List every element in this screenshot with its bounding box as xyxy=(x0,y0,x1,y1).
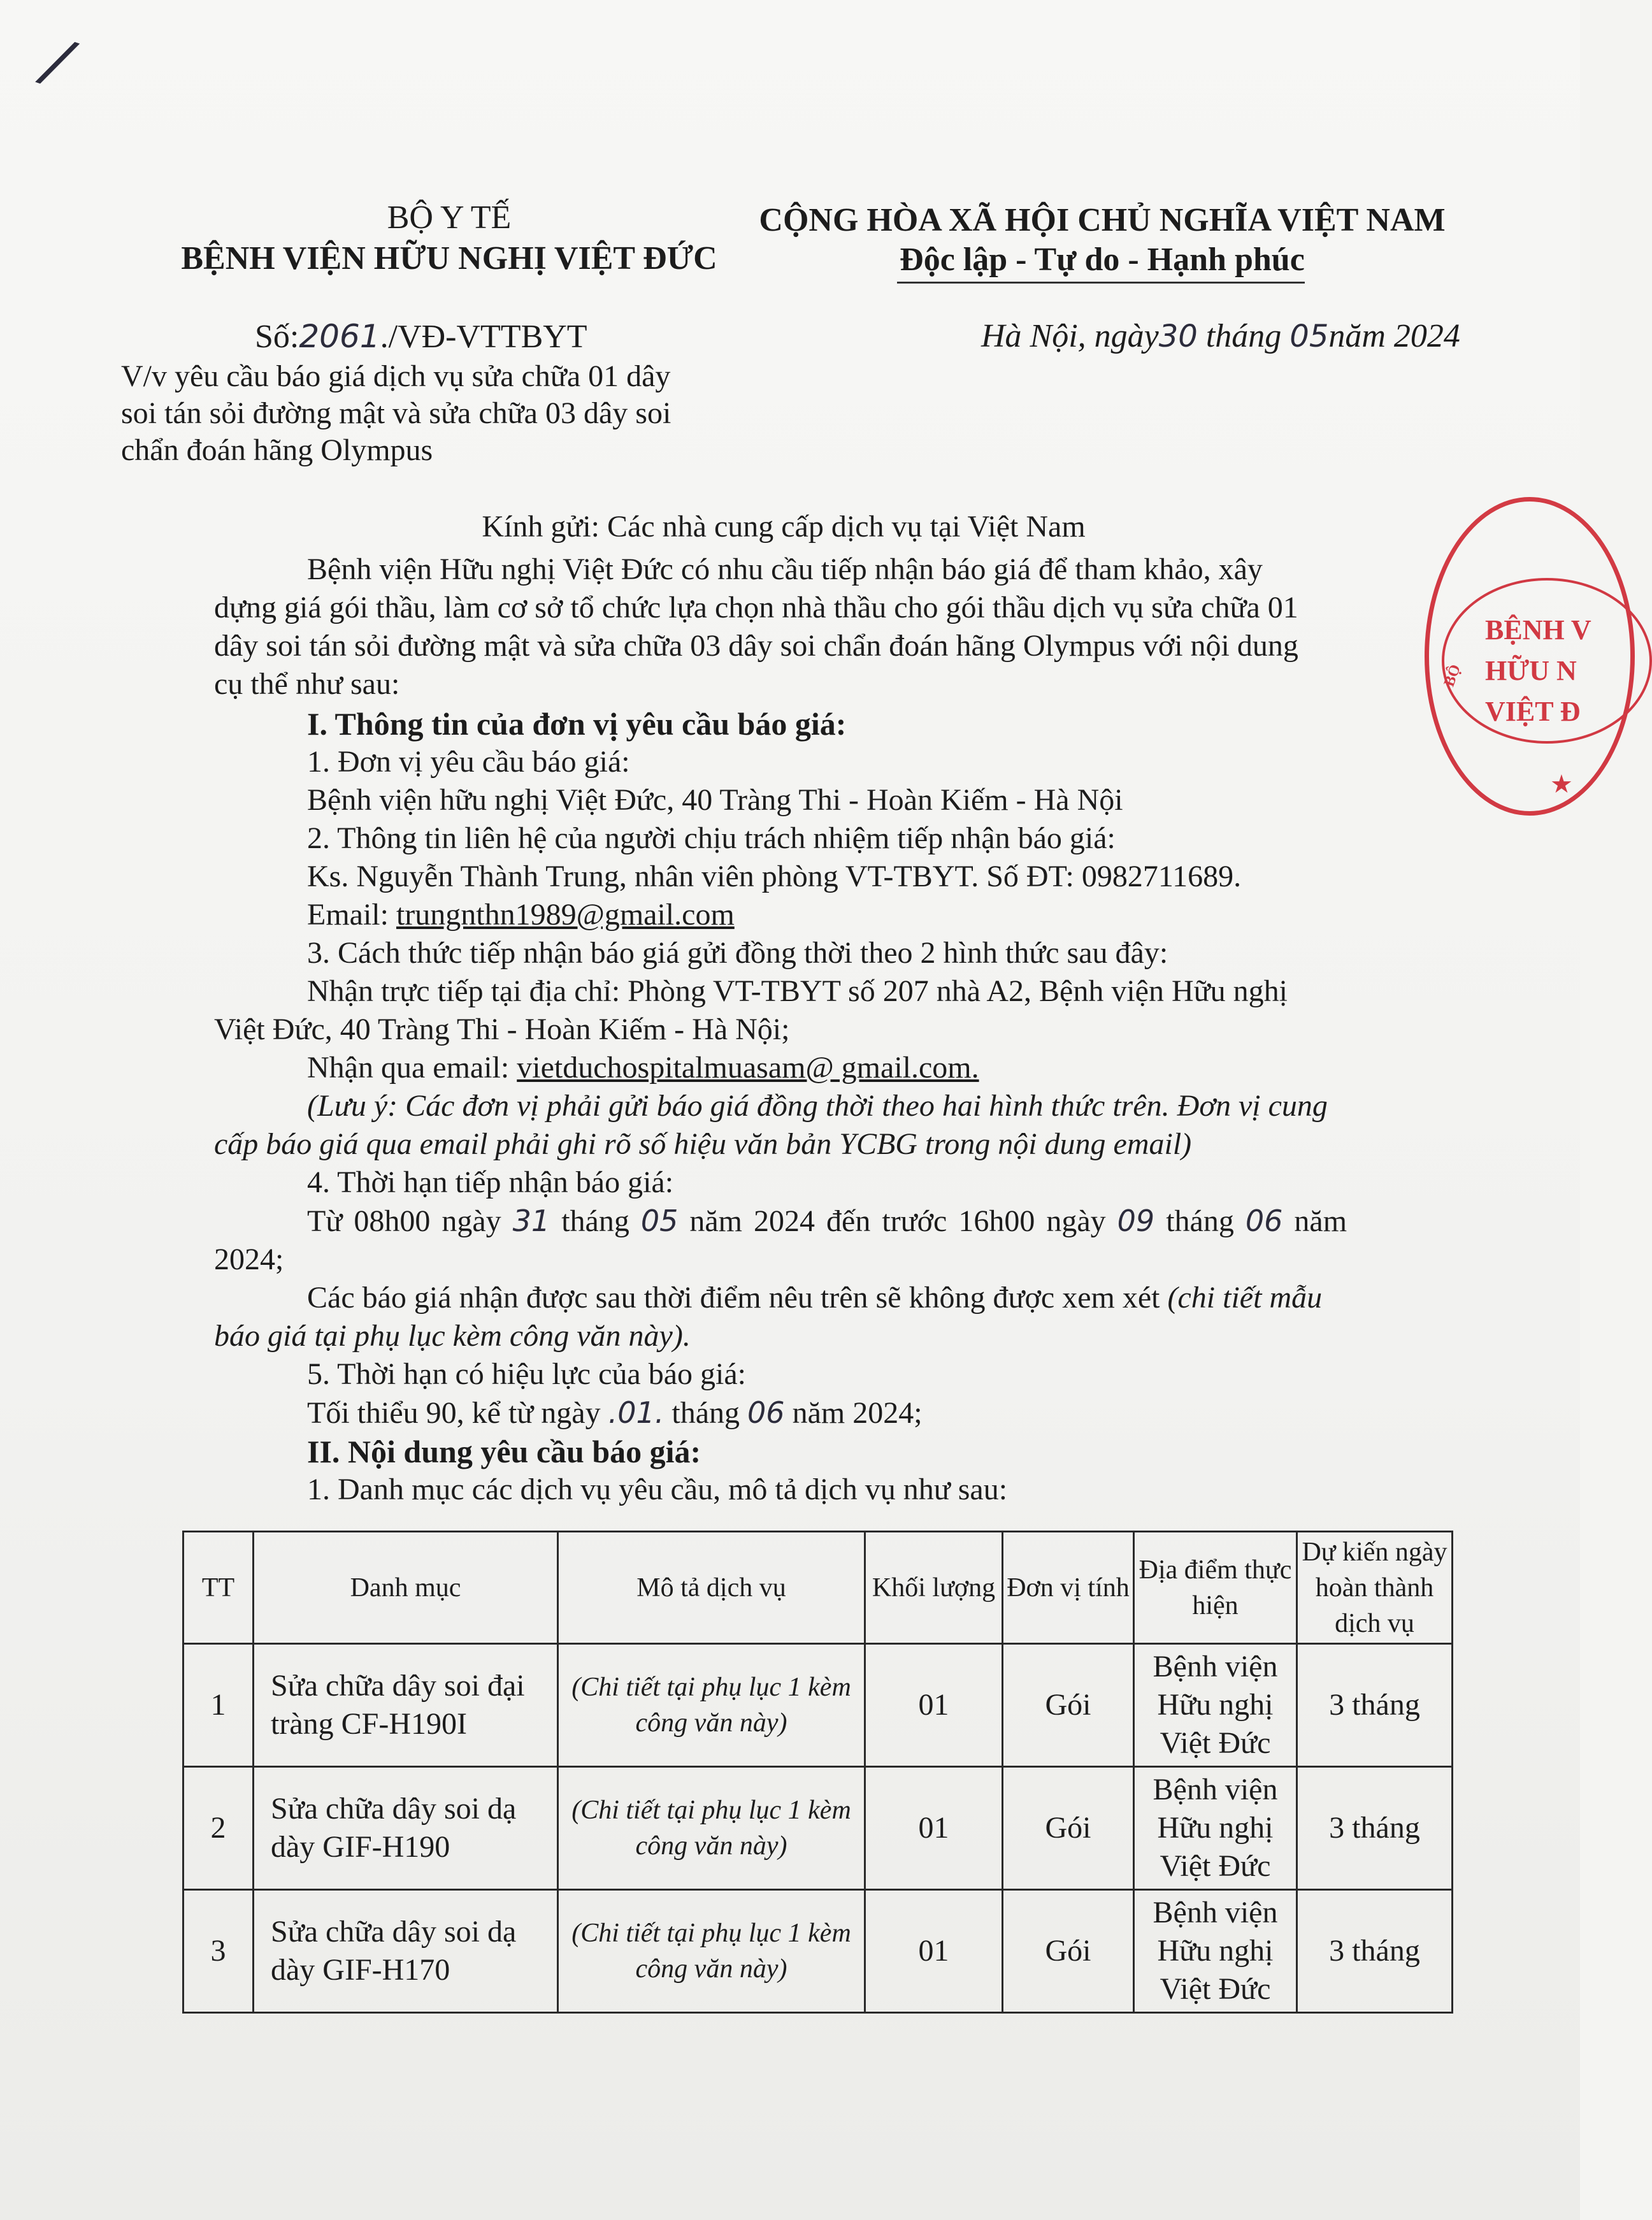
validity-row xyxy=(214,1394,1437,1432)
cell-place: Bệnh viện Hữu nghị Việt Đức xyxy=(1134,1644,1297,1767)
table-row xyxy=(183,1890,1453,2013)
seal-line-2: HỮU N xyxy=(1485,655,1577,686)
cell-time: 3 tháng xyxy=(1297,1767,1453,1890)
col-header-tt: TT xyxy=(183,1532,254,1644)
late-submission-text: Các báo giá nhận được sau thời điểm nêu trên sẽ không được xem xét xyxy=(307,1281,1168,1315)
cell-tt: 2 xyxy=(183,1767,254,1890)
seal-star-icon: ★ xyxy=(1550,770,1573,798)
cell-time: 3 tháng xyxy=(1297,1890,1453,2013)
section-2-heading: II. Nội dung yêu cầu báo giá: xyxy=(307,1434,701,1469)
cell-name: Sửa chữa dây soi dạ dày GIF-H190 xyxy=(254,1767,558,1890)
service-table xyxy=(182,1531,1453,2014)
hospital-name: BỆNH VIỆN HỮU NGHỊ VIỆT ĐỨC xyxy=(181,240,717,277)
date-month: 05 xyxy=(1289,319,1329,354)
intro-line: Bệnh viện Hữu nghị Việt Đức có nhu cầu tiếp nhận báo giá để tham khảo, xây xyxy=(307,552,1263,586)
col-header-desc: Mô tả dịch vụ xyxy=(558,1532,865,1644)
ministry-name: BỘ Y TẾ xyxy=(387,199,512,236)
col-header-qty: Khối lượng xyxy=(865,1532,1003,1644)
cell-desc: (Chi tiết tại phụ lục 1 kèm công văn này) xyxy=(558,1644,865,1767)
receipt-day-start: 31 xyxy=(512,1204,550,1238)
date-month-label: tháng xyxy=(1205,318,1282,354)
cell-qty: 01 xyxy=(865,1890,1003,2013)
contact-email-link[interactable]: trungnthn1989@gmail.com xyxy=(396,898,735,932)
receipt-period-row xyxy=(214,1202,1437,1241)
table-row xyxy=(183,1767,1453,1890)
republic-name: CỘNG HÒA XÃ HỘI CHỦ NGHĨA VIỆT NAM xyxy=(759,202,1446,238)
table-header-row xyxy=(183,1532,1453,1644)
salutation: Kính gửi: Các nhà cung cấp dịch vụ tại Việt Nam xyxy=(482,510,1086,544)
cell-time: 3 tháng xyxy=(1297,1644,1453,1767)
subject-block xyxy=(121,358,758,469)
section-1-item2-label: 2. Thông tin liên hệ của người chịu trách nhiệm tiếp nhận báo giá: xyxy=(307,821,1116,855)
subject-line: soi tán sỏi đường mật và sửa chữa 03 dây soi xyxy=(121,396,672,430)
date-year: năm 2024 xyxy=(1328,318,1460,354)
section-1-item1-value: Bệnh viện hữu nghị Việt Đức, 40 Tràng Thi - Hoàn Kiếm - Hà Nội xyxy=(307,783,1123,817)
cell-unit: Gói xyxy=(1003,1767,1134,1890)
note-line: (Lưu ý: Các đơn vị phải gửi báo giá đồng thời theo hai hình thức trên. Đơn vị cung xyxy=(307,1089,1328,1123)
motto-underline xyxy=(897,282,1305,284)
intro-paragraph xyxy=(214,551,1425,703)
validity-day: .01. xyxy=(608,1395,664,1430)
note-line: cấp báo giá qua email phải ghi rõ số hiệu văn bản YCBG trong nội dung email) xyxy=(214,1127,1192,1161)
col-header-time: Dự kiến ngày hoàn thành dịch vụ xyxy=(1297,1532,1453,1644)
subject-line: V/v yêu cầu báo giá dịch vụ sửa chữa 01 dây xyxy=(121,359,671,393)
section-1-item2-value: Ks. Nguyễn Thành Trung, nhân viên phòng VT-TBYT. Số ĐT: 0982711689. xyxy=(307,860,1242,893)
section-1-item3-direct-cont: Việt Đức, 40 Tràng Thi - Hoàn Kiếm - Hà Nội; xyxy=(214,1013,790,1046)
seal-line-1: BỆNH V xyxy=(1485,614,1591,645)
validity-prefix: Tối thiểu 90, kể từ ngày xyxy=(307,1396,601,1430)
date-day: 30 xyxy=(1158,319,1198,354)
contact-email-row xyxy=(214,896,1437,934)
validity-month-word: tháng xyxy=(672,1396,740,1430)
motto: Độc lập - Tự do - Hạnh phúc xyxy=(900,241,1305,278)
cell-tt: 1 xyxy=(183,1644,254,1767)
section-1-heading: I. Thông tin của đơn vị yêu cầu báo giá: xyxy=(307,706,847,742)
receipt-month-start: 05 xyxy=(640,1204,679,1238)
intro-line: dựng giá gói thầu, làm cơ sở tổ chức lựa chọn nhà thầu cho gói thầu dịch vụ sửa chữa 01 xyxy=(214,591,1298,624)
receipt-year-word: năm xyxy=(1294,1204,1347,1238)
intro-line: cụ thể như sau: xyxy=(214,667,400,701)
doc-number-handwritten: 2061 xyxy=(299,318,380,355)
late-submission-italic-cont: báo giá tại phụ lục kèm công văn này). xyxy=(214,1319,691,1353)
official-seal-stamp xyxy=(1425,497,1635,816)
submission-email-link[interactable]: vietduchospitalmuasam@ gmail.com. xyxy=(517,1051,979,1085)
cell-unit: Gói xyxy=(1003,1890,1134,2013)
cell-desc: (Chi tiết tại phụ lục 1 kèm công văn này) xyxy=(558,1767,865,1890)
col-header-name: Danh mục xyxy=(254,1532,558,1644)
subject-line: chẩn đoán hãng Olympus xyxy=(121,433,433,467)
section-1-item1-label: 1. Đơn vị yêu cầu báo giá: xyxy=(307,745,630,779)
cell-unit: Gói xyxy=(1003,1644,1134,1767)
receipt-from-text: Từ 08h00 ngày xyxy=(307,1204,501,1238)
receipt-month-word: tháng xyxy=(1166,1204,1234,1238)
receipt-month-end: 06 xyxy=(1245,1204,1283,1238)
validity-month: 06 xyxy=(747,1395,785,1430)
contact-email-label: Email: xyxy=(307,898,396,932)
cell-desc: (Chi tiết tại phụ lục 1 kèm công văn này) xyxy=(558,1890,865,2013)
date-line xyxy=(981,317,1460,356)
receipt-day-end: 09 xyxy=(1117,1204,1155,1238)
submission-email-label: Nhận qua email: xyxy=(307,1051,517,1085)
receipt-month-word: tháng xyxy=(561,1204,629,1238)
cell-name: Sửa chữa dây soi đại tràng CF-H190I xyxy=(254,1644,558,1767)
corner-pen-mark: / xyxy=(36,24,78,99)
section-1-item5-label: 5. Thời hạn có hiệu lực của báo giá: xyxy=(307,1357,746,1391)
doc-number-suffix: ./VĐ-VTTBYT xyxy=(380,319,587,355)
late-submission-row xyxy=(214,1279,1437,1317)
validity-suffix: năm 2024; xyxy=(792,1396,923,1430)
cell-qty: 01 xyxy=(865,1644,1003,1767)
section-1-item4-label: 4. Thời hạn tiếp nhận báo giá: xyxy=(307,1165,674,1199)
section-1-item3-direct: Nhận trực tiếp tại địa chỉ: Phòng VT-TBYT số 207 nhà A2, Bệnh viện Hữu nghị xyxy=(307,974,1288,1008)
late-submission-italic: (chi tiết mẫu xyxy=(1167,1281,1323,1315)
cell-place: Bệnh viện Hữu nghị Việt Đức xyxy=(1134,1890,1297,2013)
receipt-year-end: 2024; xyxy=(214,1243,284,1276)
document-number xyxy=(255,317,587,356)
section-2-item1-label: 1. Danh mục các dịch vụ yêu cầu, mô tả dịch vụ như sau: xyxy=(307,1473,1008,1506)
col-header-unit: Đơn vị tính xyxy=(1003,1532,1134,1644)
cell-place: Bệnh viện Hữu nghị Việt Đức xyxy=(1134,1767,1297,1890)
table-row xyxy=(183,1644,1453,1767)
section-1-item3-label: 3. Cách thức tiếp nhận báo giá gửi đồng thời theo 2 hình thức sau đây: xyxy=(307,936,1168,970)
seal-side-text: BỘ xyxy=(1440,662,1465,689)
date-place: Hà Nội, ngày xyxy=(981,318,1159,354)
seal-line-3: VIỆT Đ xyxy=(1485,696,1581,727)
cell-qty: 01 xyxy=(865,1767,1003,1890)
intro-line: dây soi tán sỏi đường mật và sửa chữa 03 dây soi chẩn đoán hãng Olympus với nội dung xyxy=(214,629,1298,663)
submission-email-row xyxy=(214,1049,1437,1087)
receipt-mid-text: năm 2024 đến trước 16h00 ngày xyxy=(689,1204,1106,1238)
cell-name: Sửa chữa dây soi dạ dày GIF-H170 xyxy=(254,1890,558,2013)
doc-number-prefix: Số: xyxy=(255,319,299,355)
col-header-place: Địa điểm thực hiện xyxy=(1134,1532,1297,1644)
section-1 xyxy=(214,705,1437,1509)
cell-tt: 3 xyxy=(183,1890,254,2013)
